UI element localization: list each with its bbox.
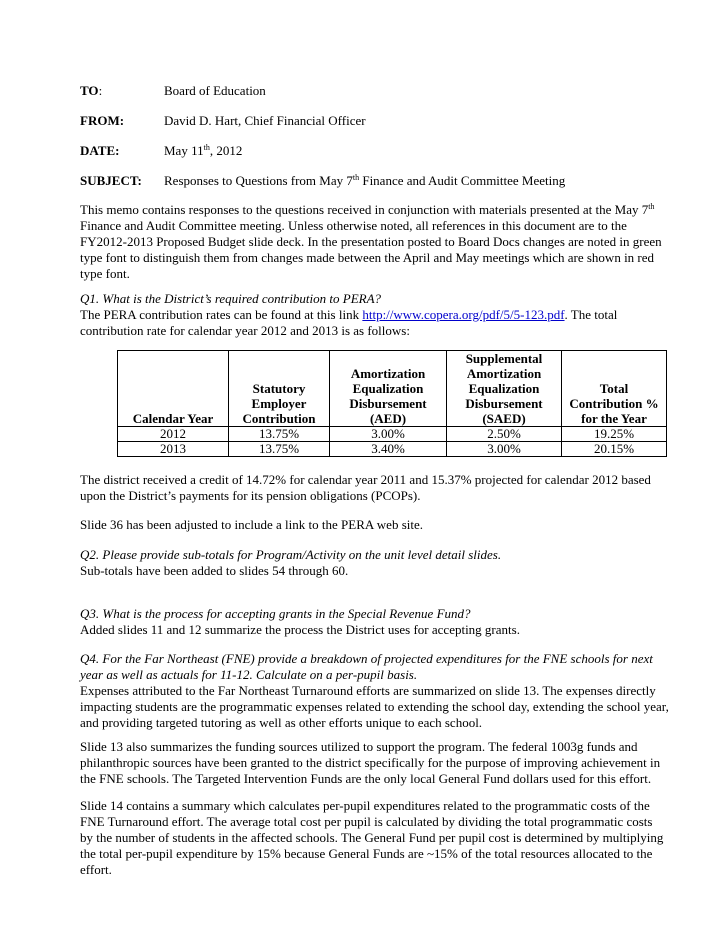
q1-block: Q1. What is the District’s required contribution to PERA? The PERA contribution rates can be found at this link http://www.copera.org/pdf/5/5-123.pdf. The total contribution rate for calendar year 2012 and 2013 is as follows: [80, 291, 665, 339]
q2-block [80, 547, 665, 579]
table-row: 2013 13.75% 3.40% 3.00% 20.15% [118, 442, 667, 457]
subject-value: Responses to Questions from May 7th Finance and Audit Committee Meeting [164, 173, 566, 188]
q4-block: Q4. For the Far Northeast (FNE) provide a breakdown of projected expenditures for the FNE schools for next year as well as actuals for 11-12. Calculate on a per-pupil basis. Expenses attributed to the Far Northeast Turnaround efforts are summarized on slide 13. The expenses directly impacting students are the programmatic expenses related to extending the school day, extending the school year, and providing targeted tutoring as well as other efforts unique to each school. [80, 651, 669, 730]
q1-question: Q1. What is the District’s required contribution to PERA? [80, 291, 382, 306]
table-header-row [118, 351, 667, 427]
q1-answer-line: The PERA contribution rates can be found at this link http://www.copera.org/pdf/5/5-123.pdf. The total [80, 307, 618, 322]
pera-credit-paragraph: The district received a credit of 14.72% for calendar year 2011 and 15.37% projected for calendar 2012 based upon the District’s payments for its pension obligations (PCOPs). [80, 472, 651, 503]
from-label: FROM: [80, 113, 125, 128]
pera-contribution-table [117, 350, 667, 457]
q4-per-pupil-paragraph: Slide 14 contains a summary which calculates per-pupil expenditures related to the programmatic costs of the FNE Turnaround effort. The average total cost per pupil is calculated by dividing the total programmatic costs by the number of students in the affected schools. The General Fund per pupil cost is determined by multiplying the total per-pupil expenditure by 15% because General Funds are ~15% of the total resources allocated to the effort. [80, 798, 664, 877]
q3-block [80, 606, 665, 638]
q2-answer: Sub-totals have been added to slides 54 through 60. [80, 563, 349, 578]
q4-question: Q4. For the Far Northeast (FNE) provide a breakdown of projected expenditures for the FNE schools for next [80, 651, 653, 666]
intro-paragraph: This memo contains responses to the questions received in conjunction with materials presented at the May 7th Finance and Audit Committee meeting. Unless otherwise noted, all references in this document are to the FY2012-2013 Proposed Budget slide deck. In the presentation posted to Board Docs changes are noted in green type font to distinguish them from changes made between the April and May meetings which are shown in red type font. [80, 202, 662, 281]
q2-question: Q2. Please provide sub-totals for Program/Activity on the unit level detail slides. [80, 547, 502, 562]
date-label: DATE: [80, 143, 120, 158]
col-statutory-employer-contribution: Statutory Employer Contribution [229, 351, 330, 427]
to-label: TO: [80, 83, 103, 98]
to-value: Board of Education [164, 83, 266, 98]
table-row: 2012 13.75% 3.00% 2.50% 19.25% [118, 427, 667, 442]
subject-label: SUBJECT: [80, 173, 142, 188]
col-calendar-year: Calendar Year [118, 351, 229, 427]
pera-link[interactable]: http://www.copera.org/pdf/5/5-123.pdf [362, 307, 565, 322]
q4-funding-paragraph: Slide 13 also summarizes the funding sources utilized to support the program. The federal 1003g funds and philanthropic sources have been granted to the district specifically for the purpose of improving achievement in the FNE schools. The Targeted Intervention Funds are the only local General Fund dollars used for this effort. [80, 739, 661, 786]
col-total-contribution: Total Contribution % for the Year [562, 351, 667, 427]
col-saed: Supplemental Amortization Equalization Disbursement (SAED) [447, 351, 562, 427]
slide36-paragraph: Slide 36 has been adjusted to include a link to the PERA web site. [80, 517, 424, 532]
q3-answer: Added slides 11 and 12 summarize the process the District uses for accepting grants. [80, 622, 520, 637]
from-value: David D. Hart, Chief Financial Officer [164, 113, 366, 128]
date-value: May 11th, 2012 [164, 143, 243, 158]
q3-question: Q3. What is the process for accepting grants in the Special Revenue Fund? [80, 606, 471, 621]
col-aed: Amortization Equalization Disbursement (AED) [330, 351, 447, 427]
